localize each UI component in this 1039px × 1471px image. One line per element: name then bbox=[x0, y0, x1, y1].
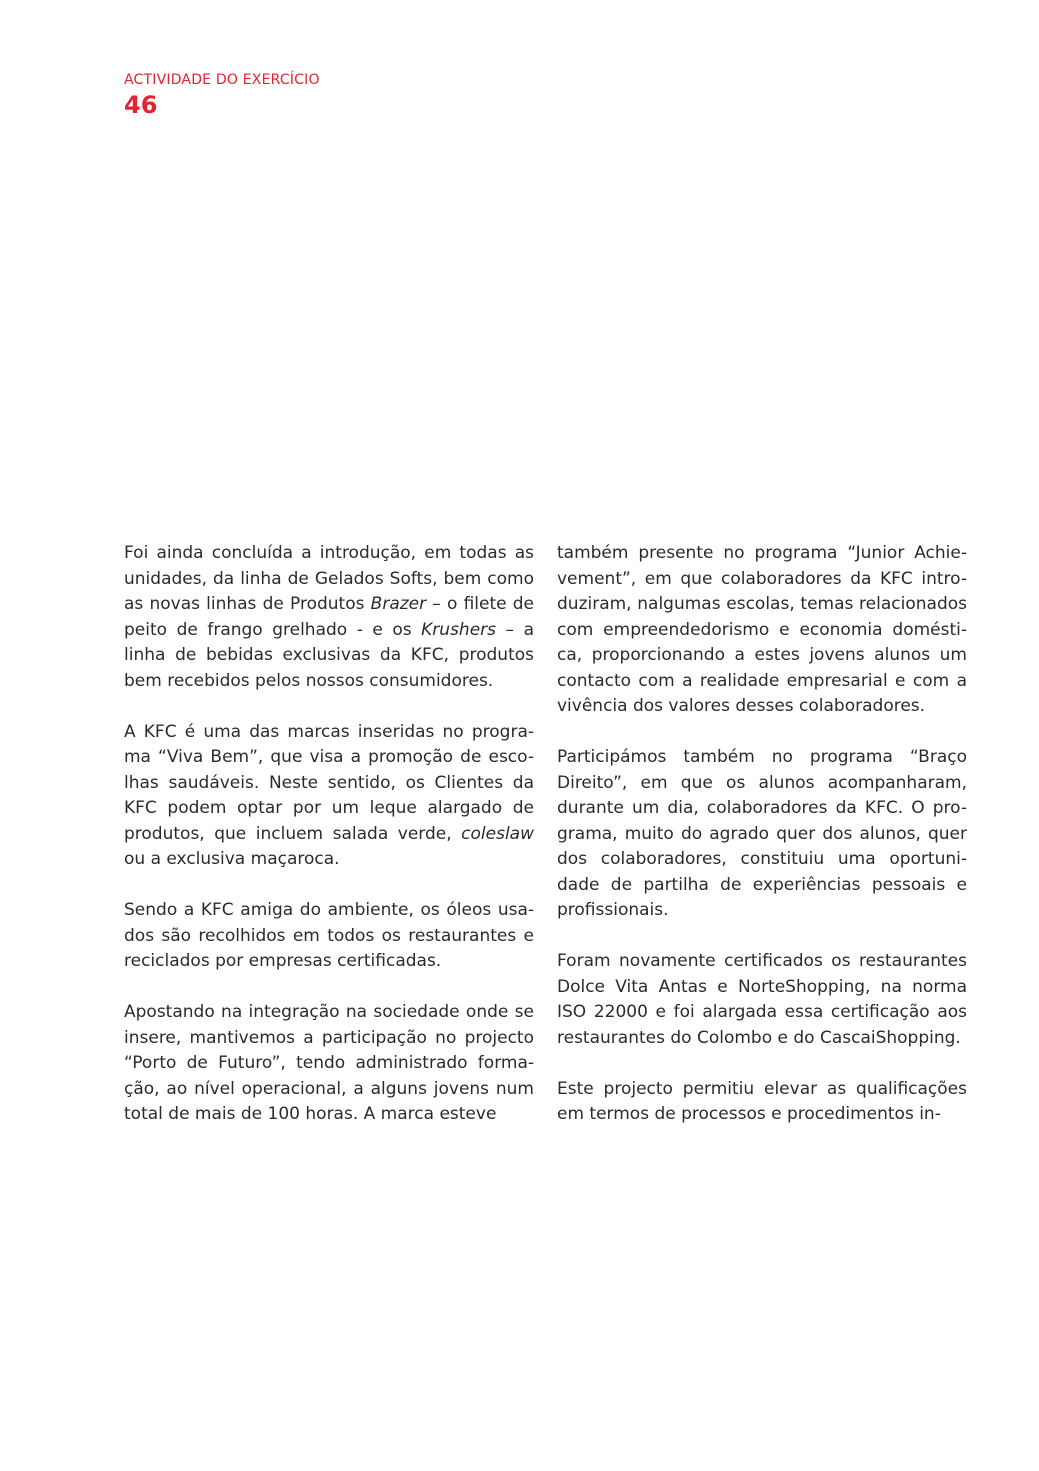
text-run: – o filete de peito de frango grelhado - e os bbox=[124, 594, 535, 640]
page-header bbox=[124, 70, 320, 120]
paragraph: Apostando na integração na sociedade onde se insere, mantivemos a participação no projecto “Porto de Futuro”, tendo administrado forma-ção, ao nível operacional, a alguns jovens num total de mais de 100 horas. A marca esteve bbox=[124, 1002, 534, 1124]
paragraph: Foram novamente certificados os restaurantes Dolce Vita Antas e NorteShopping, na norma ISO 22000 e foi alargada essa certificação aos restaurantes do Colombo e do CascaiShopping. bbox=[557, 951, 967, 1048]
italic-term: coleslaw bbox=[461, 823, 534, 844]
italic-term: Brazer bbox=[370, 594, 427, 614]
section-label: ACTIVIDADE DO EXERCÍCIO bbox=[124, 72, 320, 88]
paragraph: Sendo a KFC amiga do ambiente, os óleos usa-dos são recolhidos em todos os restaurantes e reciclados por empresas certificadas. bbox=[124, 900, 534, 971]
text-run: ou a exclusiva maçaroca. bbox=[124, 849, 340, 869]
text-run: A KFC é uma das marcas inseridas no progra-ma “Viva Bem”, que visa a promoção de esco-lhas saudáveis. Neste sentido, os Clientes da KFC podem optar por um leque alargado de produtos, que incluem salada verde, bbox=[124, 721, 534, 844]
text-run: Foi ainda concluída a introdução, em todas as unidades, da linha de Gelados Softs, bem como as novas linhas de Produtos bbox=[124, 543, 534, 614]
text-run: – a linha de bebidas exclusivas da KFC, produtos bem recebidos pelos nossos consumidores. bbox=[124, 619, 534, 691]
paragraph: Este projecto permitiu elevar as qualificações em termos de processos e procedimentos in- bbox=[557, 1078, 967, 1124]
paragraph bbox=[124, 541, 534, 694]
paragraph bbox=[124, 720, 534, 873]
paragraph: também presente no programa “Junior Achie-vement”, em que colaboradores da KFC intro-duziram, nalgumas escolas, temas relacionados com empreendedorismo e economia domésti-ca, proporcionando a estes jovens alunos um contacto com a realidade empresarial e com a vivência dos valores desses colaboradores. bbox=[557, 543, 967, 716]
right-column bbox=[557, 541, 967, 1128]
italic-term: Krushers bbox=[421, 619, 497, 640]
left-column bbox=[124, 541, 534, 1128]
page-number: 46 bbox=[124, 91, 158, 119]
paragraph: Participámos também no programa “Braço Direito”, em que os alunos acompanharam, durante um dia, colaboradores da KFC. O pro-grama, muito do agrado quer dos alunos, quer dos colaboradores, constituiu uma oportuni-dade de partilha de experiências pessoais e profissionais. bbox=[557, 747, 967, 920]
